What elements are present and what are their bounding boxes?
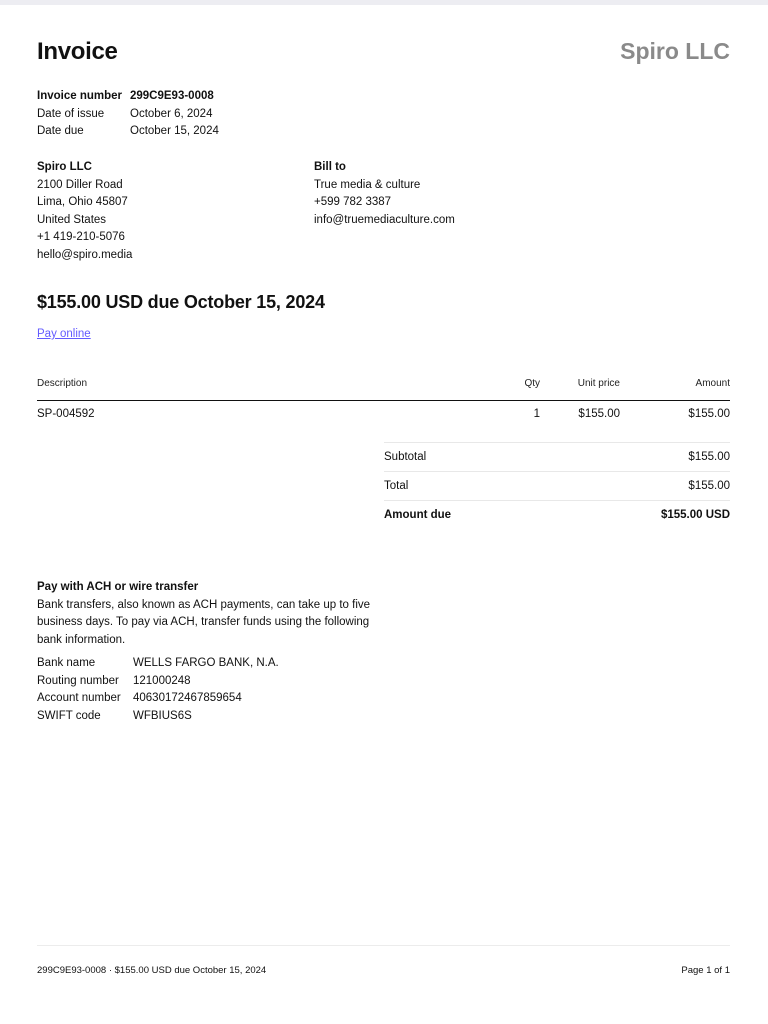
total-value: $155.00 (688, 480, 730, 492)
ach-body: Bank transfers, also known as ACH payments, can take up to five business days. To pay via ACH, transfer funds using the following bank information. (37, 598, 371, 646)
date-of-issue-label: Date of issue (37, 107, 105, 120)
page-number: Page 1 of 1 (681, 965, 730, 976)
bill-to-label: Bill to (314, 161, 346, 173)
seller-address-line2: Lima, Ohio 45807 (37, 196, 128, 208)
ach-instructions (37, 579, 397, 725)
invoice-number-value: 299C9E93-0008 (130, 90, 214, 102)
subtotal-value: $155.00 (688, 451, 730, 463)
account-number-row (37, 690, 397, 708)
swift-code-label: SWIFT code (37, 709, 101, 722)
footer-summary: 299C9E93-0008 · $155.00 USD due October 15, 2024 (37, 965, 267, 976)
item-amount: $155.00 (688, 408, 730, 420)
footer-divider (37, 945, 730, 946)
routing-number-row (37, 673, 397, 691)
bill-to-email: info@truemediaculture.com (314, 213, 455, 226)
seller-address (37, 159, 132, 264)
header-unit-price: Unit price (577, 378, 620, 389)
amount-due-value: $155.00 USD (660, 509, 730, 521)
swift-code-row (37, 708, 397, 726)
seller-email: hello@spiro.media (37, 248, 133, 261)
brand-name: Spiro LLC (620, 38, 730, 64)
bank-name-row (37, 655, 397, 673)
ach-heading: Pay with ACH or wire transfer (37, 581, 199, 593)
totals-block (384, 442, 730, 529)
routing-number-value: 121000248 (133, 674, 191, 687)
subtotal-row (384, 442, 730, 471)
total-label: Total (384, 480, 409, 492)
subtotal-label: Subtotal (384, 451, 427, 463)
invoice-number-label: Invoice number (37, 90, 122, 102)
account-number-value: 40630172467859654 (133, 692, 242, 704)
routing-number-label: Routing number (37, 674, 119, 687)
date-of-issue-value: October 6, 2024 (130, 107, 213, 120)
date-due-label: Date due (37, 125, 84, 137)
account-number-label: Account number (37, 692, 121, 704)
seller-name: Spiro LLC (37, 161, 92, 173)
item-description: SP-004592 (37, 408, 95, 420)
header-description: Description (37, 378, 88, 389)
amount-due-row (384, 500, 730, 529)
top-bar (0, 0, 768, 5)
line-items-table (37, 378, 730, 427)
invoice-number-row (37, 88, 219, 106)
amount-due-label: Amount due (384, 509, 452, 521)
bank-name-value: WELLS FARGO BANK, N.A. (133, 657, 279, 669)
date-due-row (37, 123, 219, 141)
header-amount: Amount (695, 378, 730, 389)
amount-due-heading: $155.00 USD due October 15, 2024 (37, 292, 325, 312)
item-unit-price: $155.00 (578, 408, 620, 420)
seller-address-line1: 2100 Diller Road (37, 178, 123, 191)
table-header (37, 378, 730, 401)
bill-to-phone: +599 782 3387 (314, 196, 392, 208)
pay-online-link[interactable]: Pay online (37, 328, 91, 340)
date-of-issue-row (37, 106, 219, 124)
header-qty: Qty (524, 378, 540, 389)
swift-code-value: WFBIUS6S (133, 709, 192, 722)
table-row (37, 401, 730, 427)
seller-phone: +1 419-210-5076 (37, 231, 125, 243)
invoice-meta (37, 88, 219, 141)
bill-to (314, 159, 455, 229)
page-title: Invoice (37, 38, 118, 65)
bank-name-label: Bank name (37, 657, 96, 669)
bill-to-name: True media & culture (314, 178, 421, 191)
seller-country: United States (37, 213, 107, 226)
date-due-value: October 15, 2024 (130, 125, 219, 137)
total-row (384, 471, 730, 500)
bank-details (37, 655, 397, 725)
item-qty: 1 (533, 408, 540, 420)
